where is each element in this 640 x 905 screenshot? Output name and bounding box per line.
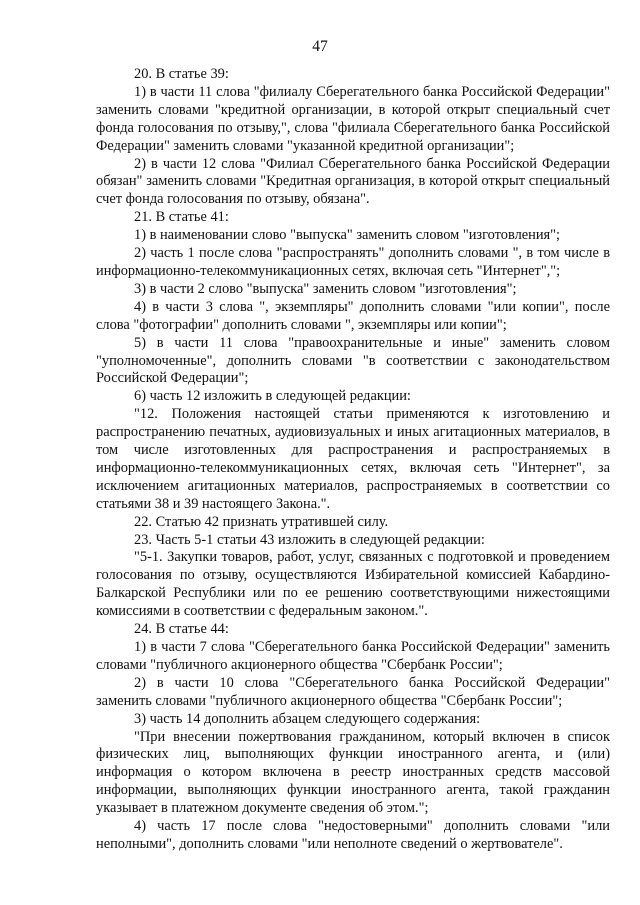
paragraph-article-43-part-5-1-text: "5-1. Закупки товаров, работ, услуг, связанных с подготовкой и проведением голосования по отзыву, осуществляются Избирательной комиссией Кабардино-Балкарской Республики или по ее решению соответствующими нижестоящими комиссиями в соответствии с федеральным законом.". (96, 549, 610, 620)
paragraph-article-41-item-4: 4) в части 3 слова ", экземпляры" дополнить словами "или копии", после слова "фотографии" дополнить словами ", экземпляры или копии"; (96, 298, 610, 333)
paragraph-article-39-item-1: 1) в части 11 слова "филиалу Сберегательного банка Российской Федерации" заменить словами "кредитной организации, в которой открыт специальный счет фонда голосования по отзыву,", слова "филиала Сберегательного банка Российской Федерации" заменить словами "указанной кредитной организации"; (96, 83, 610, 154)
paragraph-article-44-item-1: 1) в части 7 слова "Сберегательного банка Российской Федерации" заменить словами "публичного акционерного общества "Сбербанк России"; (96, 639, 610, 673)
paragraph-article-41-item-6: 6) часть 12 изложить в следующей редакции: (134, 388, 411, 405)
paragraph-article-44-item-4: 4) часть 17 после слова "недостоверными" дополнить словами "или неполными", дополнить словами "или неполноте сведений о жертвователе". (96, 818, 610, 852)
paragraph-article-44-item-2: 2) в части 10 слова "Сберегательного банка Российской Федерации" заменить словами "публичного акционерного общества "Сбербанк России"; (96, 674, 610, 709)
paragraph-article-39-heading: 20. В статье 39: (134, 66, 229, 82)
paragraph-article-44-part-14-text: "При внесении пожертвования гражданином, который включен в список физических лиц, выполняющих функции иностранного агента, и (или) информация о котором включена в реестр иностранных средств массовой информации, выполняющих функции иностранного агента, такой гражданин указывает в платежном документе сведения об этом."; (96, 728, 610, 817)
paragraph-article-41-item-5: 5) в части 11 слова "правоохранительные и иные" заменить словом "уполномоченные", дополнить словами "в соответствии с законодательством Российской Федерации"; (96, 334, 610, 387)
document-body (96, 66, 610, 854)
paragraph-article-43-heading: 23. Часть 5-1 статьи 43 изложить в следующей редакции: (134, 531, 485, 548)
paragraph-article-41-part-12-text: "12. Положения настоящей статьи применяются к изготовлению и распространению печатных, аудиовизуальных и иных агитационных материалов, в том числе изготовленных для распространения и распространяемых в информационно-телекоммуникационных сетях, включая сеть "Интернет", за исключением агитационных материалов, распространяемых в соответствии со статьями 38 и 39 настоящего Закона.". (96, 406, 610, 512)
paragraph-article-39-item-2: 2) в части 12 слова "Филиал Сберегательного банка Российской Федерации обязан" заменить словами "Кредитная организация, в которой открыт специальный счет фонда голосования по отзыву, обязана". (96, 155, 610, 208)
paragraph-article-41-heading: 21. В статье 41: (134, 209, 229, 226)
paragraph-article-41-item-2: 2) часть 1 после слова "распространять" дополнить словами ", в том числе в информационно-телекоммуникационных сетях, включая сеть "Интернет","; (96, 245, 610, 279)
paragraph-article-41-item-1: 1) в наименовании слово "выпуска" заменить словом "изготовления"; (134, 227, 561, 244)
page-number: 47 (312, 38, 328, 55)
paragraph-article-41-item-3: 3) в части 2 слово "выпуска" заменить словом "изготовления"; (134, 280, 517, 297)
paragraph-article-44-item-3: 3) часть 14 дополнить абзацем следующего содержания: (134, 710, 481, 727)
paragraph-article-42: 22. Статью 42 признать утратившей силу. (134, 513, 389, 530)
paragraph-article-44-heading: 24. В статье 44: (134, 621, 229, 638)
